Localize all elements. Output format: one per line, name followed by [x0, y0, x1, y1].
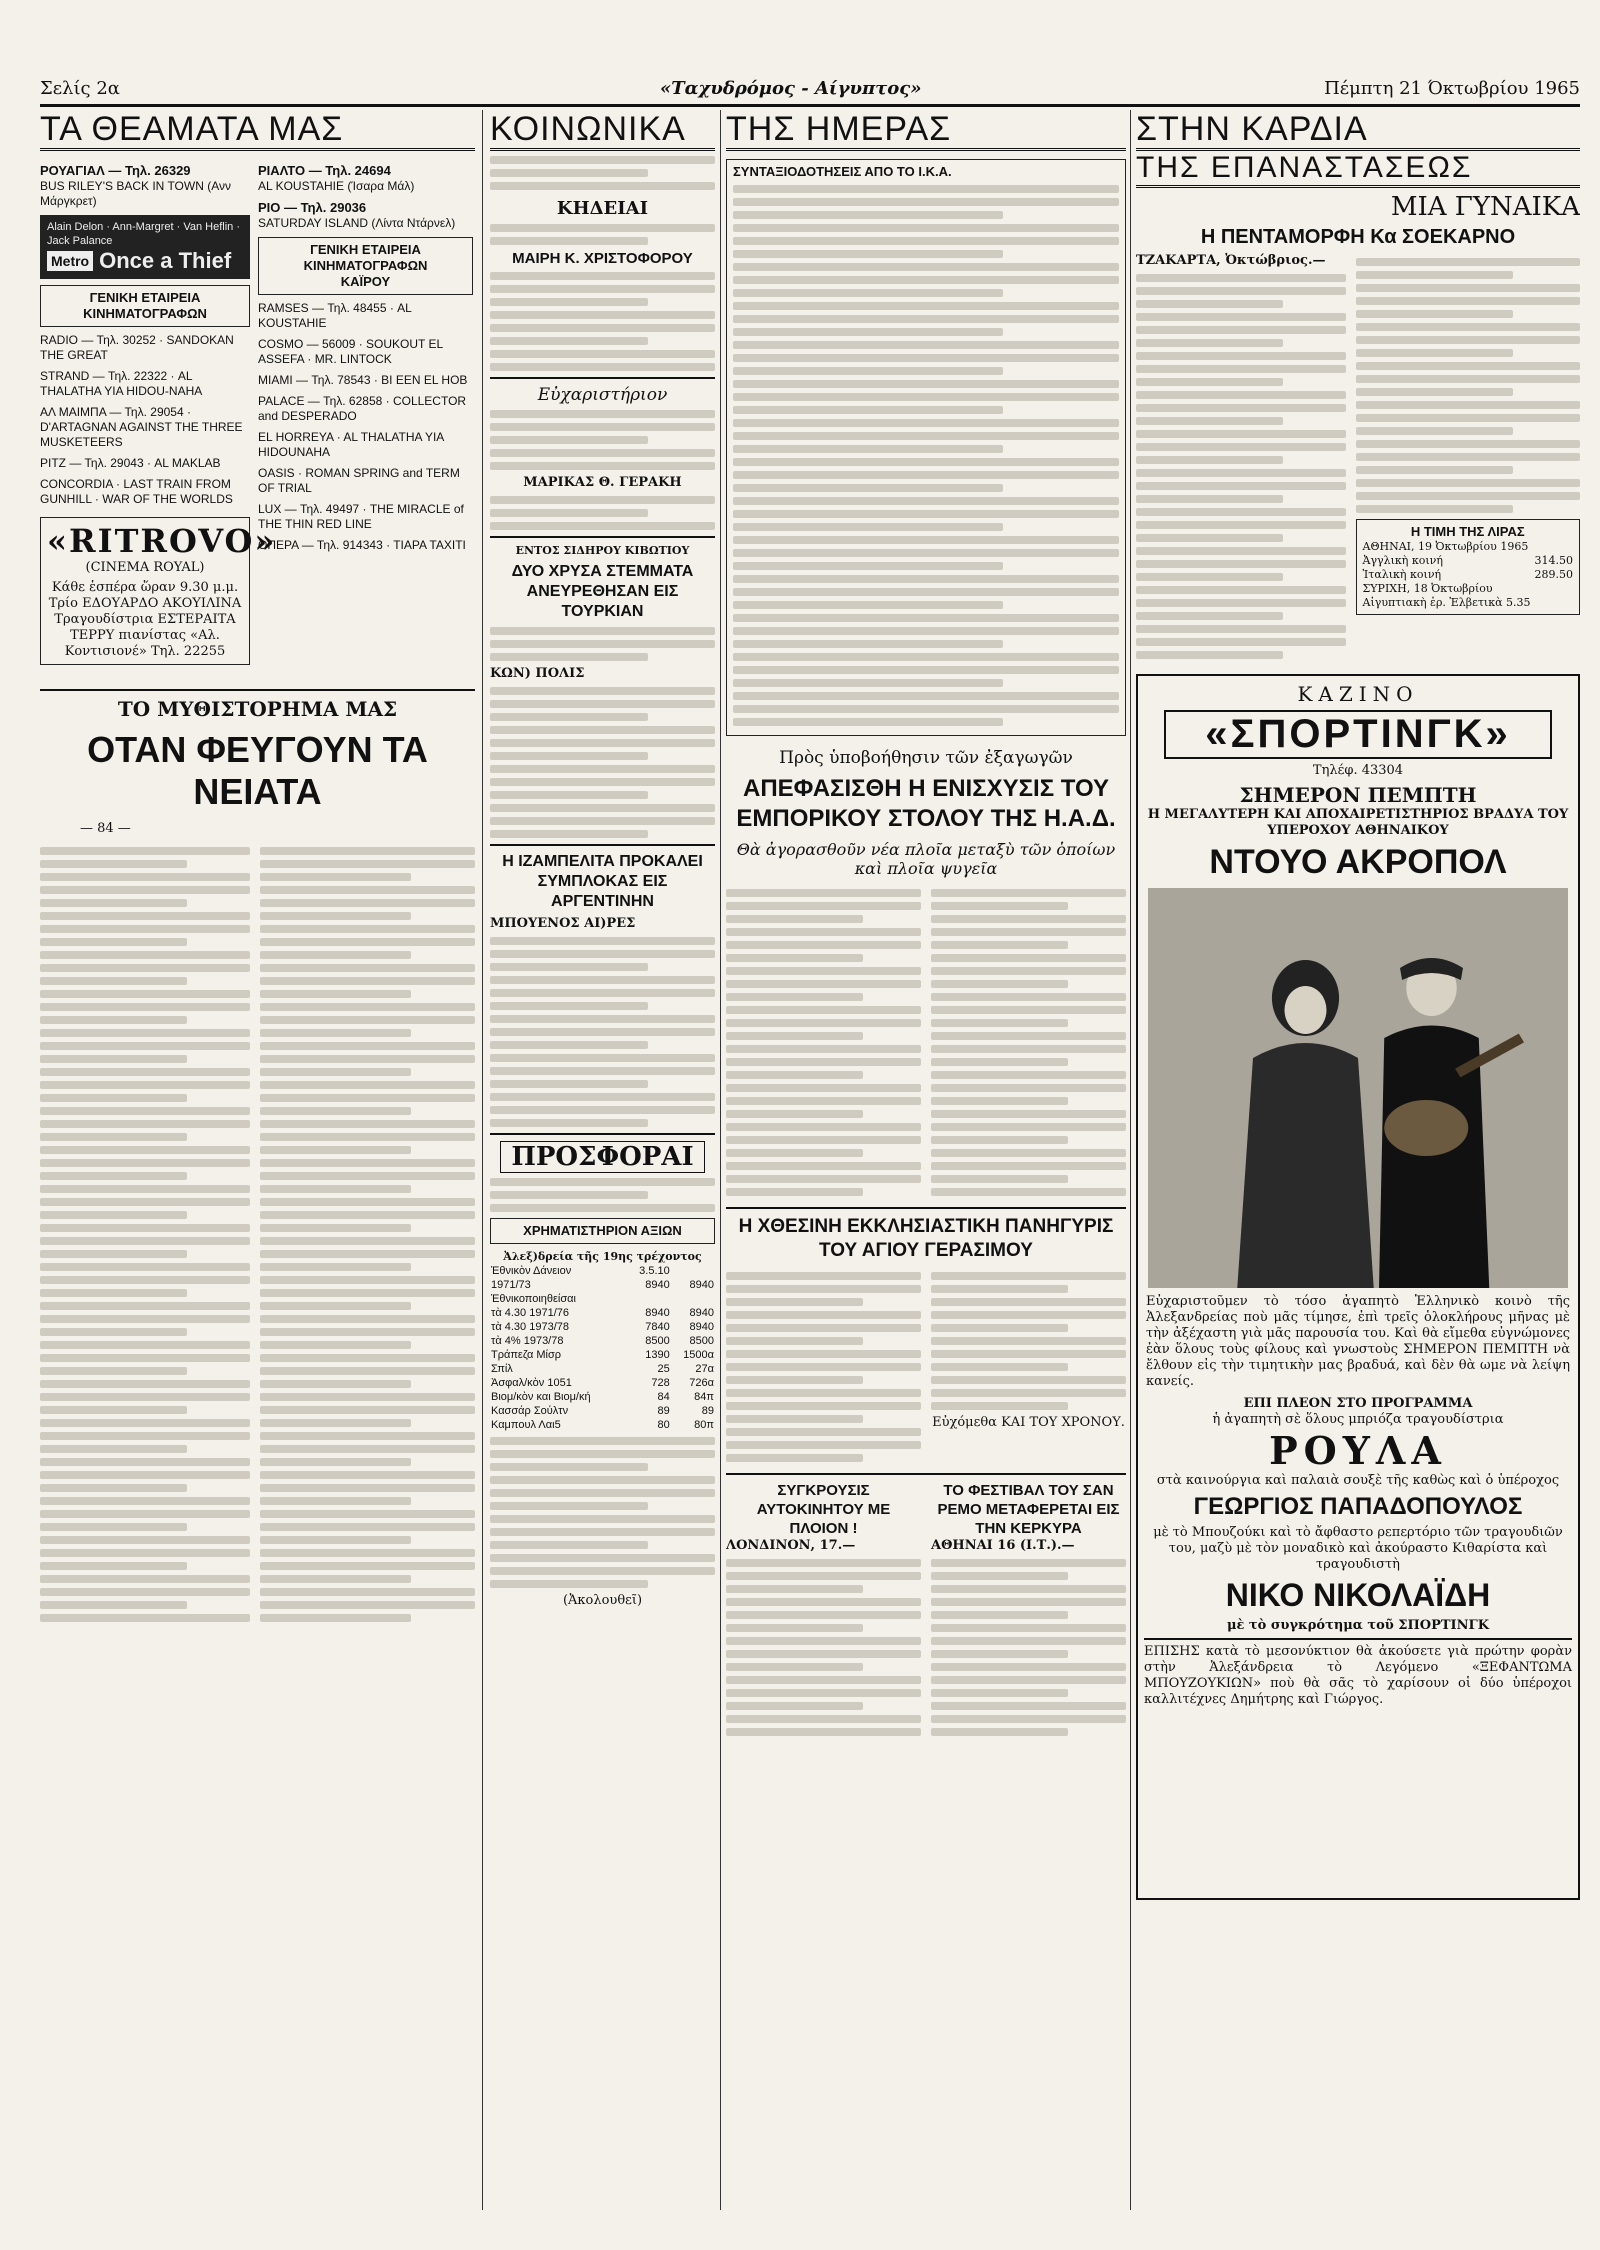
- stock-price: 84: [657, 1391, 670, 1403]
- column-day: [726, 110, 1126, 2230]
- stock-price: 726α: [689, 1377, 714, 1389]
- lira-title: Η ΤΙΜΗ ΤΗΣ ΛΙΡΑΣ: [1410, 524, 1525, 539]
- stock-name: 1971/73: [491, 1279, 531, 1291]
- stock-name: Κασσάρ Σούλτν: [491, 1405, 569, 1417]
- ad-band: μὲ τὸ συγκρότημα τοῦ ΣΠΟΡΤΙΝΓΚ: [1144, 1618, 1572, 1640]
- dateline-buenos: ΜΠΟΥΕΝΟΣ ΑΙ)ΡΕΣ: [490, 916, 636, 931]
- ritrovo-ad: «RITROVO» (CINEMA ROYAL) Κάθε ἑσπέρα ὥραν 9.30 μ.μ. Τρίο ΕΔΟΥΑΡΔΟ ΑΚΟΥΙΛΙΝΑ Τραγουδίστρια ΕΣΤΕΡΑΙΤΑ ΤΕΡΡΥ πιανίστας «Αλ. Κοντισιονέ» Τηλ. 22255: [40, 517, 250, 665]
- ad-tel: Τηλέφ. 43304: [1312, 763, 1404, 778]
- woman-kicker: ΜΙΑ ΓΥΝΑΙΚΑ: [1390, 192, 1580, 222]
- cinema-rivoli: ΡΟΥΑΓΙΑΛ — Τηλ. 26329 BUS RILEY'S BACK IN TOWN (Ανν Μάργκρετ): [40, 163, 232, 208]
- stock-name: Ἐθνικοποιηθείσαι: [491, 1293, 576, 1305]
- stock-price: 7840: [645, 1321, 670, 1333]
- stock-price: 3.5.10: [639, 1265, 670, 1277]
- headline-san-remo: ΤΟ ΦΕΣΤΙΒΑΛ ΤΟΥ ΣΑΝ ΡΕΜΟ ΜΕΤΑΦΕΡΕΤΑΙ ΕΙΣ ΤΗΝ ΚΕΡΚΥΡΑ: [937, 1482, 1120, 1537]
- ad-niko: ΝΙΚΟ ΝΙΚΟΛΑΪΔΗ: [1225, 1577, 1491, 1613]
- ad-footer: ΕΠΙΣΗΣ κατὰ τὸ μεσονύκτιον θὰ ἀκούσετε γιὰ πρώτην φορὰν στὴν Ἀλεξάνδρεια τὸ Λεγόμενο «ΞΕΦΑΝΤΩΜΑ ΜΠΟΥΖΟΥΚΙΩΝ» ποὺ θὰ σᾶς τὸ χαρίσουν οἱ δύο ὑπέροχοι καλλιτέχνες Δημήτρης καὶ Γιώργος.: [1144, 1644, 1572, 1707]
- stock-price: 80: [657, 1419, 670, 1431]
- company-box-2: ΓΕΝΙΚΗ ΕΤΑΙΡΕΙΑ ΚΙΝΗΜΑΤΟΓΡΑΦΩΝ ΚΑΪΡΟΥ: [258, 237, 473, 295]
- stock-row: [490, 1334, 715, 1348]
- stock-price: [627, 1292, 671, 1306]
- stock-price: [671, 1264, 715, 1278]
- lira-row: Ἰταλικὴ κοινή 289.50: [1362, 568, 1573, 581]
- ad-roula: ΡΟΥΛΑ: [1269, 1428, 1447, 1473]
- ad-casino: ΚΑΖΙΝΟ: [1297, 682, 1419, 706]
- deceased-name: ΜΑΙΡΗ Κ. ΧΡΙΣΤΟΦΟΡΟΥ: [512, 250, 693, 267]
- export-headline: ΑΠΕΦΑΣΙΣΘΗ Η ΕΝΙΣΧΥΣΙΣ ΤΟΥ ΕΜΠΟΡΙΚΟΥ ΣΤΟΛΟΥ ΤΗΣ Η.Α.Δ.: [736, 775, 1116, 832]
- within-label: ΕΝΤΟΣ ΣΙΔΗΡΟΥ ΚΙΒΩΤΙΟΥ: [515, 544, 690, 557]
- ika-article: [726, 159, 1126, 736]
- section-title-day: ΤΗΣ ΗΜΕΡΑΣ: [726, 110, 1126, 151]
- ad-today: ΣΗΜΕΡΟΝ ΠΕΜΠΤΗ: [1239, 783, 1477, 807]
- cinema-list-1: RADIO — Τηλ. 30252 · SANDOKAN THE GREAT STRAND — Τηλ. 22322 · AL THALATHA YIA HIDOU-NAHA ΑΛ ΜΑΙΜΠΑ — Τηλ. 29054 · D'ARTAGNAN AGAINST THE THREE MUSKETEERS ΡΙΤΖ — Τηλ. 29043 · AL MAKLAB CONCORDIA · LAST TRAIN FROM GUNHILL · WAR OF THE WORLDS: [40, 333, 243, 506]
- lira-zurich: ΣΥΡΙΧΗ, 18 Ὀκτωβρίου: [1362, 582, 1493, 595]
- offers-heading: ΠΡΟΣΦΟΡΑΙ: [500, 1141, 705, 1173]
- stock-name: τὰ 4.30 1971/76: [491, 1307, 569, 1319]
- section-title-shows: ΤΑ ΘΕΑΜΑΤΑ ΜΑΣ: [40, 110, 475, 151]
- continued-note: (Ἀκολουθεῖ): [562, 1593, 643, 1608]
- stock-row: [490, 1320, 715, 1334]
- ad-night: Η ΜΕΓΑΛΥΤΕΡΗ ΚΑΙ ΑΠΟΧΑΙΡΕΤΙΣΤΗΡΙΟΣ ΒΡΑΔΥΑ ΤΟΥ ΥΠΕΡΟΧΟΥ ΑΘΗΝΑΙΚΟΥ: [1147, 807, 1569, 838]
- stocks-date: Ἀλεξ)δρεία τῆς 19ης τρέχοντος: [503, 1250, 702, 1263]
- headline-gold-crowns: ΔΥΟ ΧΡΥΣΑ ΣΤΕΜΜΑΤΑ ΑΝΕΥΡΕΘΗΣΑΝ ΕΙΣ ΤΟΥΡΚΙΑΝ: [511, 563, 694, 620]
- export-kicker: Πρὸς ὑποβοήθησιν τῶν ἐξαγωγῶν: [779, 748, 1073, 768]
- ad-more-sub: ἡ ἀγαπητὴ σὲ ὅλους μπριόζα τραγουδίστρια: [1212, 1412, 1504, 1427]
- column-shows: [40, 110, 475, 2230]
- metro-film: Once a Thief: [99, 248, 232, 273]
- cinema-rio: ΡΙΟ — Τηλ. 29036 SATURDAY ISLAND (Λίντα Ντάρνελ): [258, 200, 456, 230]
- stock-price: 89: [657, 1405, 670, 1417]
- duo-photo: [1148, 888, 1568, 1288]
- stock-name: Ἀσφαλ/κὸν 1051: [491, 1377, 572, 1389]
- lira-row: Ἀγγλικὴ κοινή 314.50: [1362, 554, 1573, 567]
- lira-athens: ΑΘΗΝΑΙ, 19 Ὀκτωβρίου 1965: [1362, 540, 1529, 553]
- issue-date: Πέμπτη 21 Όκτωβρίου 1965: [1324, 78, 1580, 99]
- section-title-heart: ΣΤΗΝ ΚΑΡΔΙΑ: [1136, 110, 1580, 151]
- stocks-table: [490, 1264, 715, 1432]
- stock-price: 8940: [645, 1279, 670, 1291]
- novel-label: ΤΟ ΜΥΘΙΣΤΟΡΗΜΑ ΜΑΣ: [117, 697, 398, 721]
- export-subhead: Θὰ ἀγορασθοῦν νέα πλοῖα μεταξὺ τῶν ὁποίων καὶ πλοῖα ψυγεῖα: [736, 840, 1116, 878]
- ad-george-sub: μὲ τὸ Μπουζούκι καὶ τὸ ἄφθαστο ρεπερτόριο τῶν τραγουδιῶν του, μαζὺ μὲ τὸν μοναδικὸ καὶ ἀκούραστο Κιθαρίστα καὶ τραγουδιστὴ: [1153, 1525, 1563, 1572]
- stock-name: Καμπουλ Λαι5: [491, 1419, 561, 1431]
- stock-price: 89: [701, 1405, 714, 1417]
- company-box: ΓΕΝΙΚΗ ΕΤΑΙΡΕΙΑ ΚΙΝΗΜΑΤΟΓΡΑΦΩΝ: [40, 285, 250, 327]
- feast-headline: Η ΧΘΕΣΙΝΗ ΕΚΚΛΗΣΙΑΣΤΙΚΗ ΠΑΝΗΓΥΡΙΣ ΤΟΥ ΑΓΙΟΥ ΓΕΡΑΣΙΜΟΥ: [738, 1216, 1114, 1261]
- ad-duo: ΝΤΟΥΟ ΑΚΡΟΠΟΛ: [1209, 843, 1507, 881]
- stock-price: 80π: [694, 1419, 714, 1431]
- stock-price: 8500: [645, 1335, 670, 1347]
- stock-row: [490, 1362, 715, 1376]
- stock-price: 8940: [645, 1307, 670, 1319]
- stock-row: [490, 1306, 715, 1320]
- cinema-list-2: RAMSES — Τηλ. 48455 · AL KOUSTAHIE COSMO — 56009 · SOUKOUT EL ASSEFA · MR. LINTOCK MIAMI — Τηλ. 78543 · BI EEN EL HOB PALACE — Τηλ. 62858 · COLLECTOR and DESPERADO EL HORREYA · AL THALATHA YIA HIDOUNAHA OASIS · ROMAN SPRING and TERM OF TRIAL LUX — Τηλ. 49497 · THE MIRACLE of THE THIN RED LINE ΟΠΕΡΑ — Τηλ. 914343 · ΤΙΑΡΑ ΤΑΧΙΤΙ: [258, 301, 468, 552]
- dateline-jakarta: ΤΖΑΚΑΡΤΑ, Ὀκτώβριος.—: [1136, 253, 1326, 268]
- performers-image: [1148, 888, 1568, 1288]
- stock-price: 84π: [694, 1391, 714, 1403]
- cinema-rialto: ΡΙΑΛΤΟ — Τηλ. 24694 AL KOUSTAHIE (Ίσαρα Μάλ): [258, 163, 415, 193]
- stock-name: τὰ 4% 1973/78: [491, 1335, 564, 1347]
- novel-title: ΟΤΑΝ ΦΕΥΓΟΥΝ ΤΑ ΝΕΙΑΤΑ: [87, 729, 428, 812]
- stock-row: [490, 1292, 715, 1306]
- masthead: «Ταχυδρόμος - Αίγυπτος»: [660, 78, 922, 99]
- stock-row: [490, 1404, 715, 1418]
- stock-exchange-heading: ΧΡΗΜΑΤΙΣΤΗΡΙΟΝ ΑΞΙΩΝ: [490, 1218, 715, 1244]
- ad-george: ΓΕΩΡΓΙΟΣ ΠΑΠΑΔΟΠΟΥΛΟΣ: [1193, 1493, 1523, 1520]
- section-title-revolution: ΤΗΣ ΕΠΑΝΑΣΤΑΣΕΩΣ: [1136, 151, 1580, 188]
- stock-price: 1500α: [683, 1349, 714, 1361]
- stock-row: [490, 1418, 715, 1432]
- dateline-athens: ΑΘΗΝΑΙ 16 (Ι.Τ.).—: [931, 1538, 1075, 1553]
- metro-logo: Metro: [47, 251, 93, 271]
- headline-isabelita: Η ΙΖΑΜΠΕΛΙΤΑ ΠΡΟΚΑΛΕΙ ΣΥΜΠΛΟΚΑΣ ΕΙΣ ΑΡΓΕΝΤΙΝΗΝ: [502, 853, 703, 910]
- stock-price: 728: [651, 1377, 670, 1389]
- stock-row: [490, 1390, 715, 1404]
- headline-car-ship: ΣΥΓΚΡΟΥΣΙΣ ΑΥΤΟΚΙΝΗΤΟΥ ΜΕ ΠΛΟΙΟΝ !: [756, 1482, 891, 1537]
- stock-price: 8940: [689, 1321, 714, 1333]
- stock-price: 25: [657, 1363, 670, 1375]
- ad-sporting-name: «ΣΠΟΡΤΙΝΓΚ»: [1164, 710, 1552, 759]
- ad-more: ΕΠΙ ΠΛΕΟΝ ΣΤΟ ΠΡΟΓΡΑΜΜΑ: [1243, 1396, 1473, 1411]
- stock-price: 8940: [689, 1279, 714, 1291]
- dateline-london: ΛΟΝΔΙΝΟΝ, 17.—: [726, 1538, 856, 1553]
- section-title-social: ΚΟΙΝΩΝΙΚΑ: [490, 110, 715, 151]
- stock-name: Τράπεζα Μίσρ: [491, 1349, 562, 1361]
- deaths-heading: ΚΗΔΕΙΑΙ: [556, 198, 649, 219]
- stock-name: Σπίλ: [491, 1363, 513, 1375]
- stock-name: Βιομ/κὸν και Βιομ/κή: [491, 1391, 591, 1403]
- ad-thanks: Εὐχαριστοῦμεν τὸ τόσο ἀγαπητὸ Ἑλληνικὸ κοινὸ τῆς Ἀλεξανδρείας ποὺ μᾶς τίμησε, ἐπὶ τρεῖς ὁλοκλήρους μῆνας μὲ τὴν ἀξέχαστη γιὰ μᾶς παρουσία του. Καὶ θὰ εἴμεθα εὐγνώμονες ἐὰν ὅλους τοὺς φίλους καὶ γνωστοὺς ΣΗΜΕΡΟΝ ΠΕΜΠΤΗ νὰ ἔλθουν εἰς τὴν τιμητικὴν μας βραδυά, καὶ δὲν θὰ ωμε νὰ λείψη κανείς.: [1146, 1294, 1570, 1389]
- novel-part: — 84 —: [80, 821, 131, 836]
- stock-name: τὰ 4.30 1973/78: [491, 1321, 569, 1333]
- sukarno-headline: Η ΠΕΝΤΑΜΟΡΦΗ Κα ΣΟΕΚΑΡΝΟ: [1200, 226, 1516, 248]
- stock-name: Ἐθνικὸν Δάνειον: [491, 1265, 572, 1277]
- column-revolution: [1136, 110, 1580, 2230]
- stock-price: 1390: [645, 1349, 670, 1361]
- stock-price: 8940: [689, 1307, 714, 1319]
- dateline-konpolis: ΚΩΝ) ΠΟΛΙΣ: [490, 666, 585, 681]
- feast-closing: Εὐχόμεθα ΚΑΙ ΤΟΥ ΧΡΟΝΟΥ.: [932, 1415, 1125, 1430]
- page-number: Σελίς 2α: [40, 78, 120, 99]
- thanks-heading: Εὐχαριστήριον: [537, 385, 668, 405]
- ad-roula-sub: στὰ καινούργια καὶ παλαιὰ σουξὲ τῆς καθὼς καὶ ὁ ὑπέροχος: [1156, 1473, 1560, 1488]
- column-social: [490, 110, 715, 2230]
- stock-row: [490, 1278, 715, 1292]
- lira-box: [1356, 519, 1580, 615]
- stock-row: [490, 1376, 715, 1390]
- thanks-signature: ΜΑΡΙΚΑΣ Θ. ΓΕΡΑΚΗ: [523, 475, 682, 490]
- stock-row: [490, 1348, 715, 1362]
- ika-title: ΣΥΝΤΑΞΙΟΔΟΤΗΣΕΙΣ ΑΠΟ ΤΟ Ι.Κ.Α.: [733, 164, 952, 179]
- stock-price: [671, 1292, 715, 1306]
- sporting-ad: [1136, 674, 1580, 1900]
- stock-row: [490, 1264, 715, 1278]
- novel-body: [40, 842, 475, 1627]
- stock-price: 27α: [695, 1363, 714, 1375]
- stock-price: 8500: [689, 1335, 714, 1347]
- lira-zurich-row: Αἰγυπτιακὴ ἐρ. Ἐλβετικὰ 5.35: [1362, 596, 1531, 609]
- page-header: [40, 78, 1580, 107]
- metro-ad: Alain Delon · Ann-Margret · Van Heflin · Jack Palance Metro Once a Thief: [40, 215, 250, 279]
